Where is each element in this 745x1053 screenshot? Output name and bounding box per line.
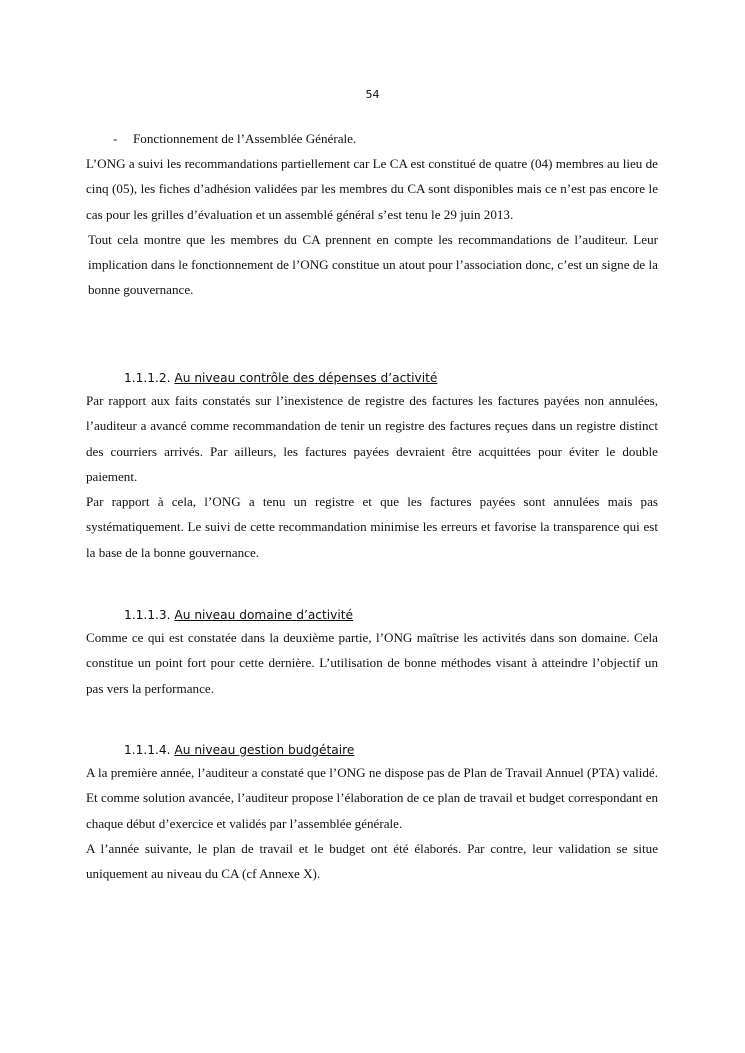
section-heading xyxy=(86,605,658,625)
section-controle-depenses xyxy=(86,368,658,565)
section-heading xyxy=(86,368,658,388)
section-number: 1.1.1.3. xyxy=(124,608,171,622)
paragraph: Comme ce qui est constatée dans la deuxième partie, l’ONG maîtrise les activités dans son domaine. Cela constitue un point fort pour cette dernière. L’utilisation de bonne méthodes visant à atteindre l’objectif un pas vers la performance. xyxy=(86,630,658,696)
section-title: Au niveau contrôle des dépenses d’activité xyxy=(174,371,438,385)
paragraph: A la première année, l’auditeur a constaté que l’ONG ne dispose pas de Plan de Travail Annuel (PTA) validé. Et comme solution avancée, l’auditeur propose l’élaboration de ce plan de travail et budget correspondant en chaque début d’exercice et validés par l’assemblée générale. xyxy=(86,765,659,831)
section-gestion-budgetaire xyxy=(86,740,658,886)
section-number: 1.1.1.4. xyxy=(124,743,171,757)
paragraph: L’ONG a suivi les recommandations partiellement car Le CA est constitué de quatre (04) membres au lieu de cinq (05), les fiches d’adhésion validées par les membres du CA sont disponibles mais ce n’est pas encore le cas pour les grilles d’évaluation et un assemblé général s’est tenu le 29 juin 2013. xyxy=(86,156,658,222)
paragraph: Tout cela montre que les membres du CA prennent en compte les recommandations de l’auditeur. Leur implication dans le fonctionnement de l’ONG constitue un atout pour l’association donc, c’est un signe de la bonne gouvernance. xyxy=(88,231,658,298)
section-heading xyxy=(86,740,658,760)
section-title: Au niveau domaine d’activité xyxy=(174,608,354,622)
section-title: Au niveau gestion budgétaire xyxy=(174,743,355,757)
bullet-dash: - xyxy=(113,131,118,146)
paragraph: Par rapport à cela, l’ONG a tenu un registre et que les factures payées sont annulées mais pas systématiquement. Le suivi de cette recommandation minimise les erreurs et favorise la transparence qui est la base de la bonne gouvernance. xyxy=(86,494,658,560)
section-domaine-activite xyxy=(86,605,658,701)
page-number: 54 xyxy=(365,88,380,101)
section-number: 1.1.1.2. xyxy=(124,371,171,385)
section-assemblee-generale xyxy=(86,126,658,303)
paragraph: Par rapport aux faits constatés sur l’inexistence de registre des factures les factures payées non annulées, l’auditeur a avancé comme recommandation de tenir un registre des factures reçues dans un registre distinct des courriers arrivés. Par ailleurs, les factures payées devraient être acquittées pour éviter le double paiement. xyxy=(86,393,658,484)
paragraph: A l’année suivante, le plan de travail et le budget ont été élaborés. Par contre, leur validation se situe uniquement au niveau du CA (cf Annexe X). xyxy=(86,840,658,882)
bullet-text: Fonctionnement de l’Assemblée Générale. xyxy=(133,131,357,146)
bullet-item xyxy=(86,126,658,151)
